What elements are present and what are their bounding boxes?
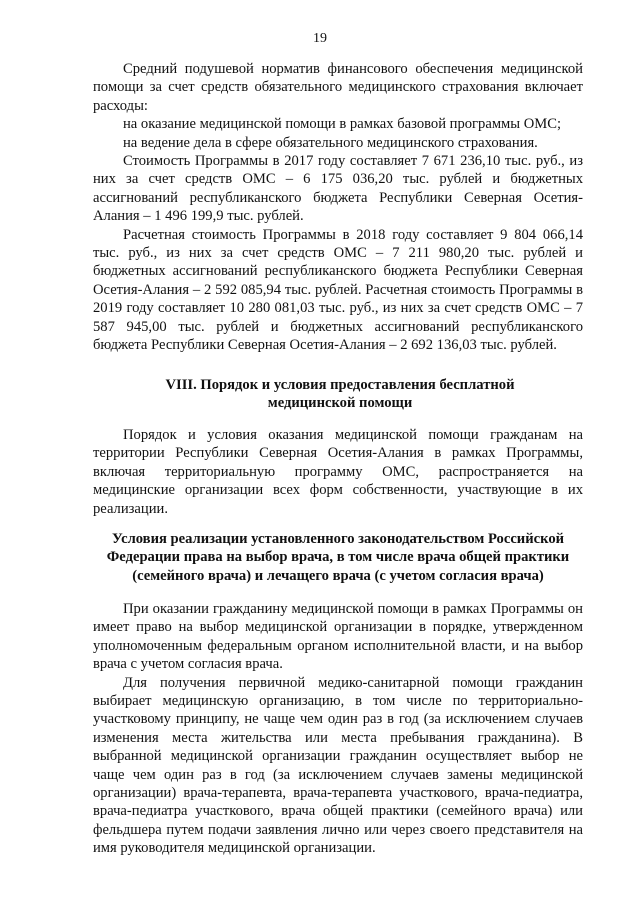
section-heading-line1: VIII. Порядок и условия предоставления бесплатной	[165, 377, 515, 393]
order-section	[93, 426, 583, 518]
subsection-heading-line2: Федерации права на выбор врача, в том числе врача общей практики	[106, 549, 570, 566]
paragraph-normative: Средний подушевой норматив финансового обеспечения медицинской помощи за счет средств обязательного медицинского страхования включает расходы:	[93, 61, 583, 114]
subsection-heading-line1: Условия реализации установленного законодательством Российской	[111, 531, 565, 547]
paragraph-expense-basic: на оказание медицинской помощи в рамках базовой программы ОМС;	[123, 116, 562, 133]
section-heading	[110, 376, 570, 413]
subsection-heading-line3: (семейного врача) и лечащего врача (с учетом согласия врача)	[132, 567, 544, 584]
subsection-heading	[93, 530, 583, 585]
doctor-choice-section	[93, 600, 583, 858]
paragraph-expense-admin: на ведение дела в сфере обязательного медицинского страхования.	[123, 134, 538, 151]
financing-section	[93, 60, 583, 355]
paragraph-cost-2017: Стоимость Программы в 2017 году составляет 7 671 236,10 тыс. руб., из них за счет средств ОМС – 6 175 036,20 тыс. рублей и бюджетных ассигнований республиканского бюджета Республики Северная Осетия-Алания – 1 496 199,9 тыс. рублей.	[93, 153, 583, 225]
page-number: 19	[313, 31, 327, 46]
paragraph-order: Порядок и условия оказания медицинской помощи гражданам на территории Республики Северная Осетия-Алания в рамках Программы, включая территориальную программу ОМС, распространяется на медицинские организации всех форм собственности, участвующие в их реализации.	[93, 427, 583, 517]
paragraph-cost-2018-2019: Расчетная стоимость Программы в 2018 году составляет 9 804 066,14 тыс. руб., из них за счет средств ОМС – 7 211 980,20 тыс. рублей и бюджетных ассигнований республиканского бюджета Республики Северная Осетия-Алания – 2 592 085,94 тыс. рублей. Расчетная стоимость Программы в 2019 году составляет 10 280 081,03 тыс. руб., из них за счет средств ОМС – 7 587 945,00 тыс. рублей и бюджетных ассигнований республиканского бюджета Республики Северная Осетия-Алания – 2 692 136,03 тыс. рублей.	[93, 226, 583, 354]
section-heading-line2: медицинской помощи	[267, 395, 413, 412]
paragraph-primary-care: Для получения первичной медико-санитарной помощи гражданин выбирает медицинскую организацию, в том числе по территориально-участковому принципу, не чаще чем один раз в год (за исключением случаев изменения места жительства или места пребывания гражданина). В выбранной медицинской организации гражданин осуществляет выбор не чаще чем один раз в год (за исключением случаев замены медицинской организации) врача-терапевта, врача-терапевта участкового, врача-педиатра, врача-педиатра участкового, врача общей практики (семейного врача) или фельдшера путем подачи заявления лично или через своего представителя на имя руководителя медицинской организации.	[93, 674, 583, 857]
paragraph-right-to-choose: При оказании гражданину медицинской помощи в рамках Программы он имеет право на выбор медицинской организации в порядке, утвержденном уполномоченным федеральным органом исполнительной власти, и на выбор врача с учетом согласия врача.	[93, 601, 583, 673]
